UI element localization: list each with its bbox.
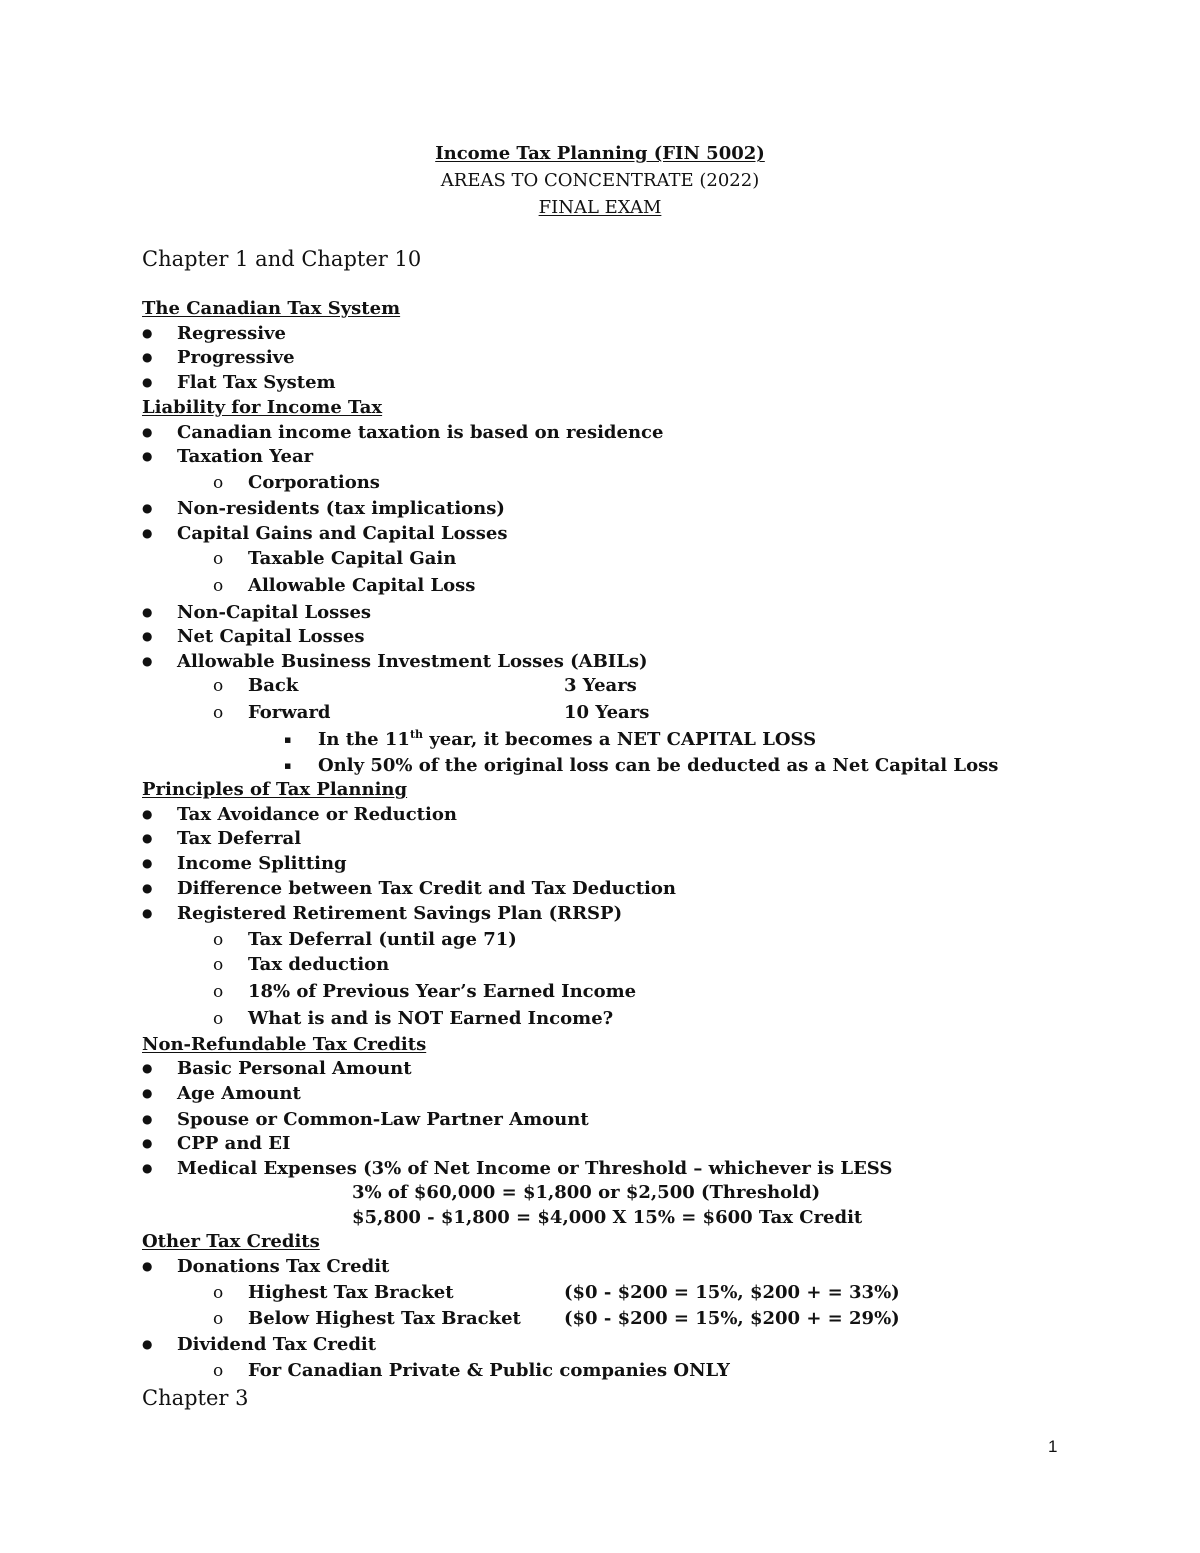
list-item: Basic Personal Amount	[177, 1058, 412, 1079]
list-item: Taxable Capital Gain	[248, 548, 457, 569]
circle-bullet-icon: o	[213, 1009, 224, 1029]
section-title-non-refundable: Non-Refundable Tax Credits	[142, 1034, 427, 1055]
bullet-icon: ●	[142, 375, 153, 389]
list-item: Net Capital Losses	[177, 626, 365, 647]
bullet-icon: ●	[142, 1161, 153, 1175]
circle-bullet-icon: o	[213, 955, 224, 975]
list-item: Forward	[248, 702, 331, 723]
bullet-icon: ●	[142, 326, 153, 340]
circle-bullet-icon: o	[213, 473, 224, 493]
list-item: Highest Tax Bracket	[248, 1282, 454, 1303]
list-item: Back	[248, 675, 299, 696]
bullet-icon: ●	[142, 856, 153, 870]
list-item: Corporations	[248, 472, 380, 493]
square-bullet-icon: ▪	[284, 733, 292, 746]
bullet-icon: ●	[142, 831, 153, 845]
page-number: 1	[1048, 1437, 1058, 1456]
list-item: Difference between Tax Credit and Tax Deduction	[177, 878, 676, 899]
list-item: Income Splitting	[177, 853, 347, 874]
list-item: Below Highest Tax Bracket	[248, 1308, 521, 1329]
bullet-icon: ●	[142, 654, 153, 668]
bullet-icon: ●	[142, 906, 153, 920]
circle-bullet-icon: o	[213, 982, 224, 1002]
calculation-line: $5,800 - $1,800 = $4,000 X 15% = $600 Tax Credit	[352, 1207, 863, 1228]
bullet-icon: ●	[142, 1259, 153, 1273]
bullet-icon: ●	[142, 1337, 153, 1351]
list-item: Registered Retirement Savings Plan (RRSP)	[177, 903, 623, 924]
rate-value: ($0 - $200 = 15%, $200 + = 33%)	[564, 1282, 900, 1303]
list-item: Regressive	[177, 323, 286, 344]
list-item: CPP and EI	[177, 1133, 291, 1154]
bullet-icon: ●	[142, 629, 153, 643]
circle-bullet-icon: o	[213, 676, 224, 696]
bullet-icon: ●	[142, 526, 153, 540]
circle-bullet-icon: o	[213, 549, 224, 569]
bullet-icon: ●	[142, 1112, 153, 1126]
section-title-tax-system: The Canadian Tax System	[142, 298, 401, 319]
bullet-icon: ●	[142, 501, 153, 515]
carry-value: 10 Years	[564, 702, 650, 723]
list-item: In the 11th year, it becomes a NET CAPITAL LOSS	[318, 728, 817, 750]
list-item: Taxation Year	[177, 446, 314, 467]
bullet-icon: ●	[142, 605, 153, 619]
areas-subtitle: AREAS TO CONCENTRATE (2022)	[440, 170, 760, 191]
circle-bullet-icon: o	[213, 1283, 224, 1303]
calculation-line: 3% of $60,000 = $1,800 or $2,500 (Threshold)	[352, 1182, 821, 1203]
list-item: Tax Avoidance or Reduction	[177, 804, 457, 825]
bullet-icon: ●	[142, 881, 153, 895]
carry-value: 3 Years	[564, 675, 637, 696]
section-title-principles: Principles of Tax Planning	[142, 779, 408, 800]
list-item: For Canadian Private & Public companies ONLY	[248, 1360, 730, 1381]
chapter-heading-3: Chapter 3	[142, 1386, 249, 1410]
bullet-icon: ●	[142, 1061, 153, 1075]
list-item: What is and is NOT Earned Income?	[248, 1008, 614, 1029]
list-item: Capital Gains and Capital Losses	[177, 523, 508, 544]
bullet-icon: ●	[142, 807, 153, 821]
list-item: Spouse or Common-Law Partner Amount	[177, 1109, 589, 1130]
circle-bullet-icon: o	[213, 1309, 224, 1329]
bullet-icon: ●	[142, 350, 153, 364]
list-item: Only 50% of the original loss can be deducted as a Net Capital Loss	[318, 755, 999, 776]
list-item: Dividend Tax Credit	[177, 1334, 377, 1355]
list-item: Non-residents (tax implications)	[177, 498, 505, 519]
list-item: 18% of Previous Year’s Earned Income	[248, 981, 637, 1002]
exam-subtitle: FINAL EXAM	[538, 197, 662, 218]
circle-bullet-icon: o	[213, 576, 224, 596]
list-item: Progressive	[177, 347, 295, 368]
course-title: Income Tax Planning (FIN 5002)	[435, 143, 765, 164]
circle-bullet-icon: o	[213, 703, 224, 723]
bullet-icon: ●	[142, 425, 153, 439]
bullet-icon: ●	[142, 1086, 153, 1100]
rate-value: ($0 - $200 = 15%, $200 + = 29%)	[564, 1308, 900, 1329]
circle-bullet-icon: o	[213, 930, 224, 950]
bullet-icon: ●	[142, 1136, 153, 1150]
circle-bullet-icon: o	[213, 1361, 224, 1381]
list-item: Flat Tax System	[177, 372, 336, 393]
bullet-icon: ●	[142, 449, 153, 463]
square-bullet-icon: ▪	[284, 759, 292, 772]
list-item: Non-Capital Losses	[177, 602, 372, 623]
list-item: Allowable Business Investment Losses (ABILs)	[177, 651, 648, 672]
list-item: Tax deduction	[248, 954, 390, 975]
section-title-liability: Liability for Income Tax	[142, 397, 383, 418]
list-item: Allowable Capital Loss	[248, 575, 476, 596]
chapter-heading-1-10: Chapter 1 and Chapter 10	[142, 247, 422, 271]
list-item: Canadian income taxation is based on residence	[177, 422, 664, 443]
list-item: Donations Tax Credit	[177, 1256, 390, 1277]
list-item: Tax Deferral (until age 71)	[248, 929, 517, 950]
list-item: Age Amount	[177, 1083, 301, 1104]
section-title-other-credits: Other Tax Credits	[142, 1231, 320, 1252]
list-item: Tax Deferral	[177, 828, 302, 849]
list-item: Medical Expenses (3% of Net Income or Threshold – whichever is LESS	[177, 1158, 893, 1179]
